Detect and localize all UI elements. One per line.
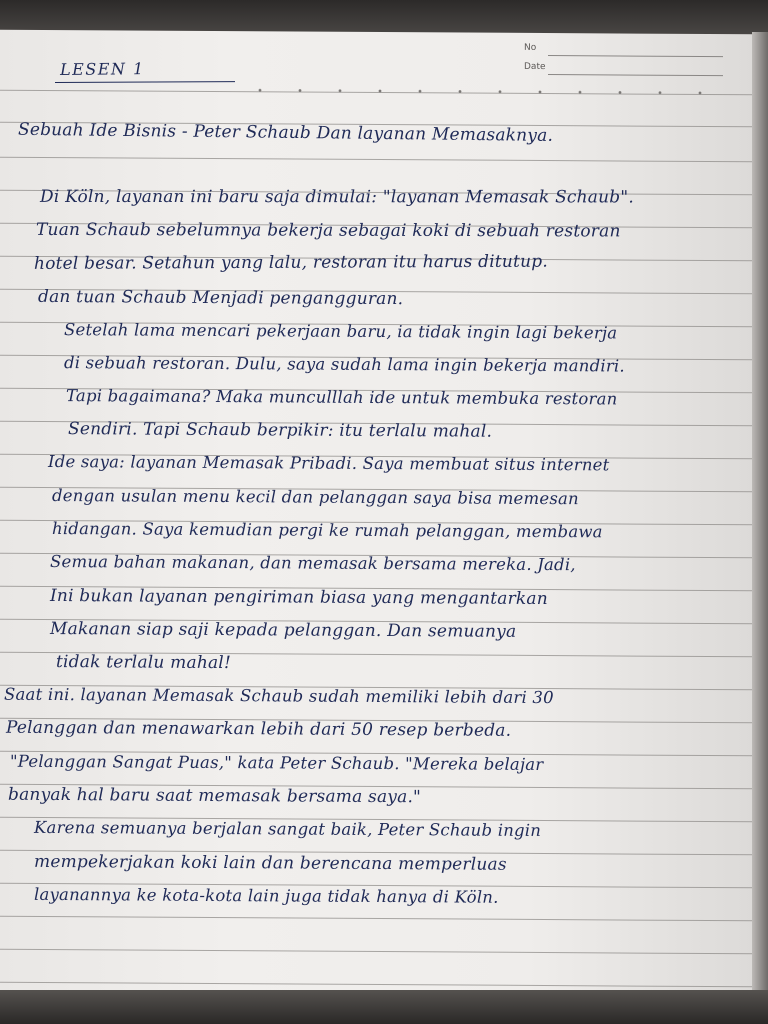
rule-line [0,916,756,922]
no-label: No [524,42,537,53]
rule-line [0,157,756,163]
text-line: banyak hal baru saat memasak bersama saya." [8,784,422,808]
text-line: Di Köln, layanan ini baru saja dimulai: "layanan Memasak Schaub". [39,186,635,208]
notebook-page [0,30,756,997]
date-label: Date [524,61,546,73]
dot-row [240,88,720,95]
text-line: layanannya ke kota-kota lain juga tidak hanya di Köln. [34,884,499,907]
text-line: Pelanggan dan menawarkan lebih dari 50 resep berbeda. [6,717,512,741]
text-line: di sebuah restoran. Dulu, saya sudah lama ingin bekerja mandiri. [64,353,625,376]
text-line: mempekerjakan koki lain dan berencana memperluas [34,851,507,875]
text-line: Saat ini. layanan Memasak Schaub sudah memiliki lebih dari 30 [4,684,554,708]
rule-line [0,982,756,988]
text-line: "Pelanggan Sangat Puas," kata Peter Schaub. "Mereka belajar [10,751,544,775]
text-line: Tuan Schaub sebelumnya bekerja sebagai koki di sebuah restoran [35,219,621,242]
text-line: hotel besar. Setahun yang lalu, restoran itu harus ditutup. [33,251,548,274]
lesson-underline [55,81,235,83]
text-line: Sendiri. Tapi Schaub berpikir: itu terlalu mahal. [68,419,493,442]
page-edge-shadow [752,32,768,992]
text-line: Karena semuanya berjalan sangat baik, Peter Schaub ingin [34,817,542,840]
document-title: Sebuah Ide Bisnis - Peter Schaub Dan layanan Memasaknya. [17,119,554,146]
text-line: Setelah lama mencari pekerjaan baru, ia tidak ingin lagi bekerja [64,320,618,343]
text-line: hidangan. Saya kemudian pergi ke rumah pelanggan, membawa [52,519,603,542]
text-line: Ide saya: layanan Memasak Pribadi. Saya membuat situs internet [48,451,610,475]
text-line: Makanan siap saji kepada pelanggan. Dan semuanya [50,618,517,642]
text-line: tidak terlalu mahal! [56,652,231,674]
rule-line [0,949,756,955]
text-line: Ini bukan layanan pengiriman biasa yang mengantarkan [50,585,548,610]
text-line: dengan usulan menu kecil dan pelanggan saya bisa memesan [52,486,579,509]
lesson-heading: LESEN 1 [59,59,145,80]
text-line: Tapi bagaimana? Maka munculllah ide untuk membuka restoran [66,386,618,409]
date-line [548,74,723,76]
no-line [548,55,723,57]
text-line: Semua bahan makanan, dan memasak bersama mereka. Jadi, [50,551,576,575]
background-bottom [0,990,768,1024]
text-line: dan tuan Schaub Menjadi pengangguran. [38,286,404,310]
